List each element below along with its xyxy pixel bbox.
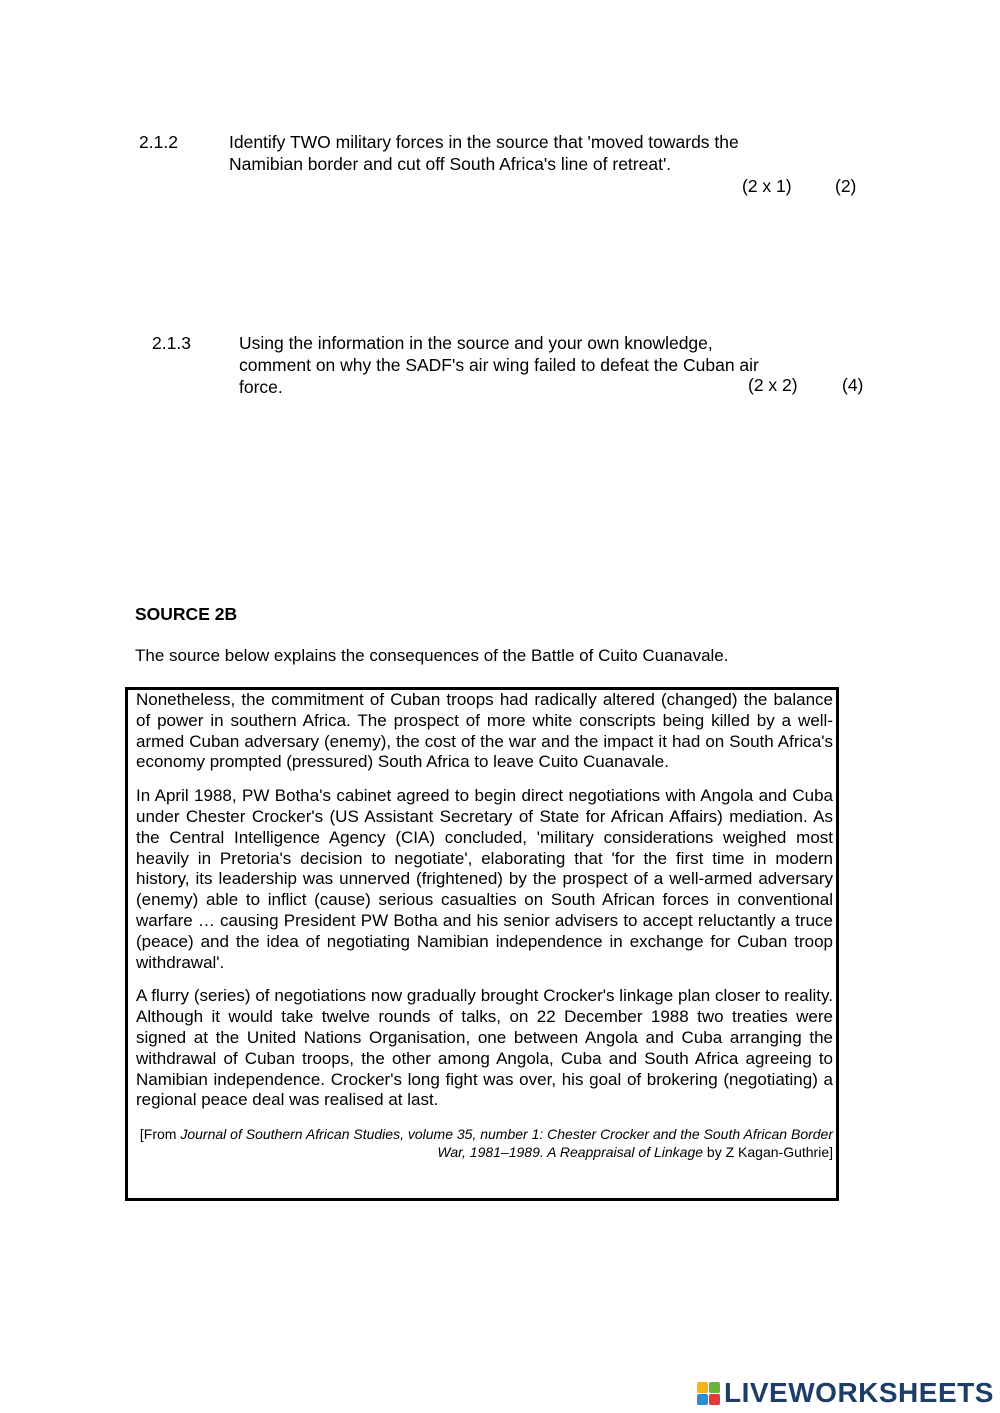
logo-tile: [709, 1394, 720, 1405]
marks-total: (4): [842, 375, 864, 395]
question-number: 2.1.2: [139, 132, 178, 152]
question-line: force.: [239, 377, 283, 397]
question-line: comment on why the SADF's air wing failed to defeat the Cuban air: [239, 355, 759, 375]
question-text: [229, 131, 829, 175]
question-text: [239, 332, 809, 398]
source-paragraph: A flurry (series) of negotiations now gradually brought Crocker's linkage plan closer to reality. Although it would take twelve rounds of talks, on 22 December 1988 two treaties were signed at the United Nations Organisation, one between Angola and Cuba arranging the withdrawal of Cuban troops, the other among Angola, Cuba and South Africa agreeing to Namibian independence. Crocker's long fight was over, his goal of brokering (negotiating) a regional peace deal was realised at last.: [136, 986, 833, 1110]
logo-tile: [709, 1382, 720, 1393]
marks-total: (2): [835, 176, 857, 196]
logo-tile: [697, 1394, 708, 1405]
logo-icon: [697, 1382, 720, 1405]
source-box: [125, 687, 839, 1201]
logo-tile: [697, 1382, 708, 1393]
question-line: Identify TWO military forces in the source that 'moved towards the: [229, 132, 739, 152]
citation-suffix: by Z Kagan-Guthrie]: [703, 1144, 833, 1161]
citation-journal: Journal of Southern African Studies, volume 35, number 1: Chester Crocker and the South African Border War, 1981–1989. A Reappraisal of Linkage: [180, 1126, 833, 1161]
citation-prefix: [From: [139, 1126, 181, 1143]
source-citation: [136, 1125, 833, 1161]
liveworksheets-logo: [697, 1376, 994, 1410]
question-line: Using the information in the source and your own knowledge,: [239, 333, 713, 353]
question-line: Namibian border and cut off South Africa's line of retreat'.: [229, 154, 672, 174]
question-number: 2.1.3: [152, 333, 191, 353]
source-paragraph: In April 1988, PW Botha's cabinet agreed to begin direct negotiations with Angola and Cuba under Chester Crocker's (US Assistant Secretary of State for African Affairs) mediation. As the Central Intelligence Agency (CIA) concluded, 'military considerations weighed most heavily in Pretoria's decision to negotiate', elaborating that 'for the first time in modern history, its leadership was unnerved (frightened) by the prospect of a well-armed adversary (enemy) able to inflict (cause) serious casualties on South African forces in conventional warfare … causing President PW Botha and his senior advisers to accept reluctantly a truce (peace) and the idea of negotiating Namibian independence in exchange for Cuban troop withdrawal'.: [136, 786, 833, 972]
mark-allocation: (2 x 2): [748, 375, 798, 395]
source-text: [136, 690, 833, 1161]
mark-allocation: (2 x 1): [742, 176, 792, 196]
source-title: SOURCE 2B: [135, 604, 238, 624]
logo-text: LIVEWORKSHEETS: [724, 1377, 994, 1408]
source-intro: The source below explains the consequences of the Battle of Cuito Cuanavale.: [135, 646, 729, 665]
source-paragraph: Nonetheless, the commitment of Cuban troops had radically altered (changed) the balance of power in southern Africa. The prospect of more white conscripts being killed by a well-armed Cuban adversary (enemy), the cost of the war and the impact it had on South Africa's economy prompted (pressured) South Africa to leave Cuito Cuanavale.: [136, 690, 833, 772]
